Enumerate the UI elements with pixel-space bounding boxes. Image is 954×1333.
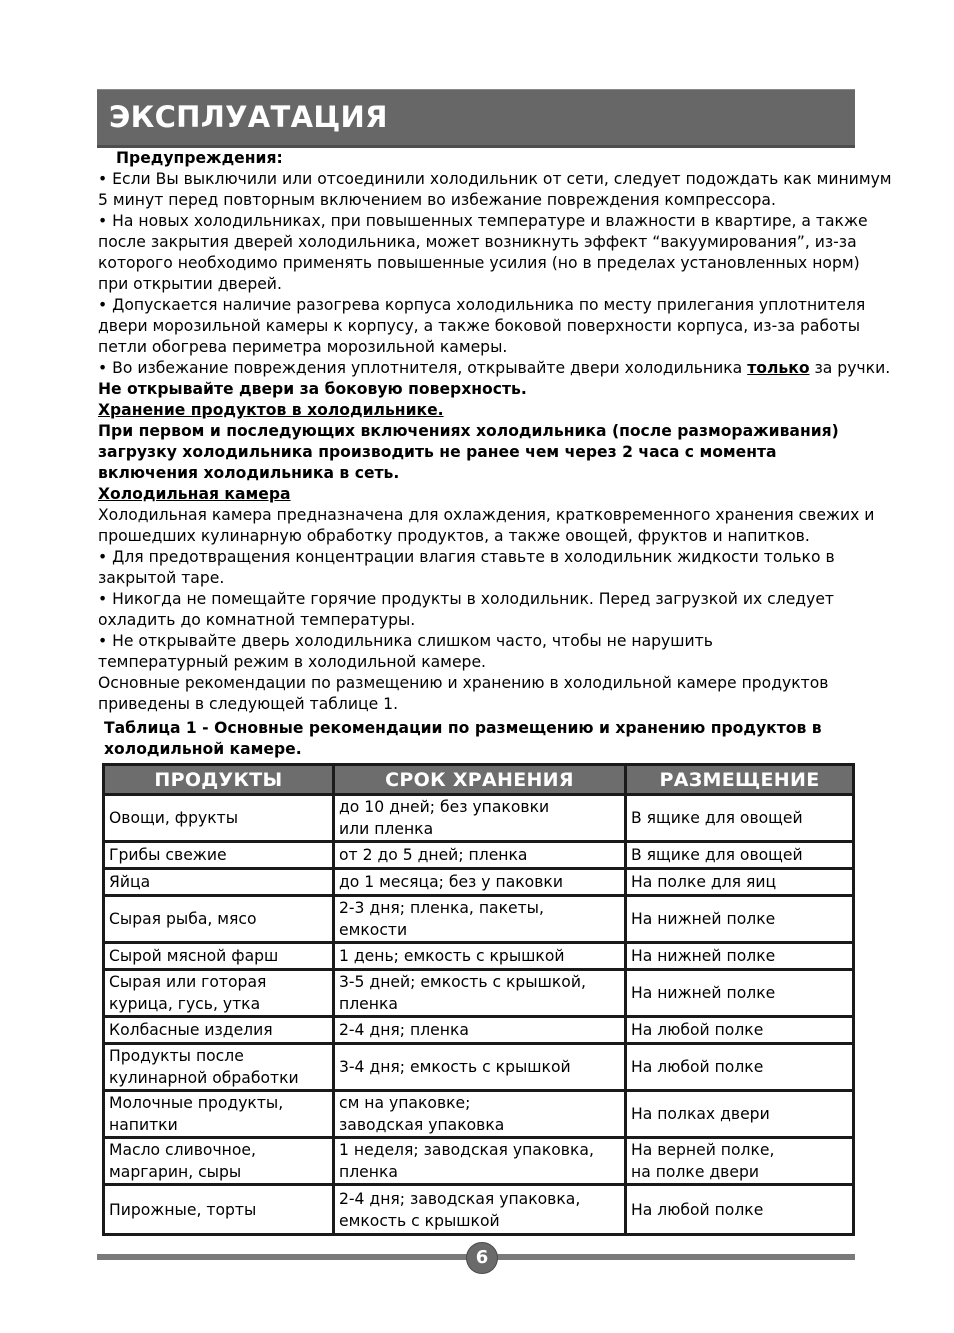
cell-product-line: кулинарной обработки <box>109 1069 299 1087</box>
cell-product <box>105 843 335 870</box>
cell-storage-term-line: емкость с крышкой <box>339 1211 500 1230</box>
warnings-heading: Предупреждения: <box>116 149 283 167</box>
cell-product <box>105 971 335 1018</box>
cell-product-line: Колбасные изделия <box>109 1021 273 1039</box>
cell-placement-line: на полке двери <box>631 1163 759 1181</box>
cell-placement <box>627 944 852 971</box>
cell-placement-line: В ящике для овощей <box>631 846 803 864</box>
cell-storage-term-line: см на упаковке; <box>339 1094 471 1112</box>
fridge-bullet-1-line-2: закрытой таре. <box>98 569 225 587</box>
table-caption <box>104 718 864 760</box>
warning-2-line-2: после закрытия дверей холодильника, может возникнуть эффект “вакуумирования”, из-за <box>98 233 857 251</box>
cell-placement <box>627 971 852 1018</box>
fridge-bullet-2-line-1: • Никогда не помещайте горячие продукты в холодильник. Перед загрузкой их следует <box>98 590 834 608</box>
fridge-heading: Холодильная камера <box>98 485 291 503</box>
cell-product-line: Овощи, фрукты <box>109 809 239 827</box>
warning-2-line-3: которого необходимо применять повышенные усилия (но в пределах установленных норм) <box>98 254 860 272</box>
cell-storage-term-line: 3-4 дня; емкость с крышкой <box>339 1058 571 1076</box>
fridge-intro-line-1: Холодильная камера предназначена для охлаждения, кратковременного хранения свежих и <box>98 506 875 524</box>
warning-3-line-2: двери морозильной камеры к корпусу, а также боковой поверхности корпуса, из-за работы <box>98 317 861 335</box>
warning-1-line-2: 5 минут перед повторным включением во избежание повреждения компрессора. <box>98 191 776 209</box>
cell-storage-term-line: до 10 дней; без упаковки <box>339 798 550 816</box>
table-row <box>105 944 852 971</box>
cell-storage-term <box>335 796 627 843</box>
table-row <box>105 870 852 897</box>
cell-product <box>105 944 335 971</box>
cell-storage-term-line: пленка <box>339 1163 398 1181</box>
cell-placement-line: На любой полке <box>631 1058 764 1076</box>
cell-product-line: маргарин, сыры <box>109 1163 242 1181</box>
table-row <box>105 971 852 1018</box>
cell-product-line: Масло сливочное, <box>109 1141 256 1159</box>
table-row <box>105 1045 852 1092</box>
document-body <box>98 148 892 715</box>
warning-4-text-before: • Во избежание повреждения уплотнителя, открывайте двери холодильника <box>98 359 748 377</box>
cell-product <box>105 870 335 897</box>
cell-placement-line: В ящике для овощей <box>631 809 803 827</box>
fridge-bullet-3-line-2: температурный режим в холодильной камере. <box>98 653 486 671</box>
cell-storage-term <box>335 897 627 944</box>
cell-storage-term-line: 2-3 дня; пленка, пакеты, <box>339 899 544 917</box>
cell-product-line: Грибы свежие <box>109 846 227 864</box>
cell-product <box>105 1018 335 1045</box>
cell-placement <box>627 1045 852 1092</box>
cell-storage-term-line: или пленка <box>339 820 434 838</box>
cell-storage-term-line: 3-5 дней; емкость с крышкой, <box>339 973 586 991</box>
cell-storage-term <box>335 1139 627 1186</box>
table-row <box>105 843 852 870</box>
column-header-products: ПРОДУКТЫ <box>105 766 335 796</box>
cell-placement <box>627 843 852 870</box>
table-row <box>105 1018 852 1045</box>
storage-notice-line-1: При первом и последующих включениях холодильника (после размораживания) <box>98 422 839 440</box>
cell-storage-term <box>335 1045 627 1092</box>
cell-storage-term <box>335 1092 627 1139</box>
cell-product <box>105 1045 335 1092</box>
warning-2-line-1: • На новых холодильниках, при повышенных температуре и влажности в квартире, а также <box>98 212 868 230</box>
cell-product-line: Продукты после <box>109 1047 244 1065</box>
cell-product-line: Сырая или готорая <box>109 973 267 991</box>
table-row <box>105 1092 852 1139</box>
cell-placement <box>627 1139 852 1186</box>
cell-placement <box>627 1018 852 1045</box>
cell-placement-line: На полках двери <box>631 1105 770 1123</box>
cell-storage-term <box>335 971 627 1018</box>
page-number-badge: 6 <box>466 1242 498 1274</box>
cell-product <box>105 1092 335 1139</box>
table-header-row <box>105 766 852 796</box>
cell-product <box>105 1186 335 1233</box>
cell-placement-line: На нижней полке <box>631 947 776 965</box>
storage-notice-line-2: загрузку холодильника производить не ранее чем через 2 часа с момента <box>98 443 777 461</box>
cell-product-line: Яйца <box>109 873 151 891</box>
table-row <box>105 897 852 944</box>
cell-placement <box>627 1092 852 1139</box>
cell-storage-term-line: до 1 месяца; без у паковки <box>339 873 563 891</box>
warning-4-emphasis: только <box>747 359 810 377</box>
cell-placement-line: На нижней полке <box>631 910 776 928</box>
cell-storage-term-line: 1 день; емкость с крышкой <box>339 947 565 965</box>
warning-2-line-4: при открытии дверей. <box>98 275 282 293</box>
cell-storage-term <box>335 843 627 870</box>
warning-4-bold-line: Не открывайте двери за боковую поверхность. <box>98 380 527 398</box>
cell-placement-line: На любой полке <box>631 1200 764 1219</box>
warning-3-line-3: петли обогрева периметра морозильной камеры. <box>98 338 508 356</box>
cell-product <box>105 897 335 944</box>
fridge-intro-line-2: прошедших кулинарную обработку продуктов, а также овощей, фруктов и напитков. <box>98 527 810 545</box>
fridge-closing-line-1: Основные рекомендации по размещению и хранению в холодильной камере продуктов <box>98 674 829 692</box>
cell-storage-term-line: пленка <box>339 995 398 1013</box>
cell-storage-term-line: 2-4 дня; заводская упаковка, <box>339 1189 581 1208</box>
cell-product <box>105 1139 335 1186</box>
warning-4-text-after: за ручки. <box>809 359 891 377</box>
section-title: ЭКСПЛУАТАЦИЯ <box>109 100 388 134</box>
fridge-bullet-1-line-1: • Для предотвращения концентрации влагия ставьте в холодильник жидкости только в <box>98 548 835 566</box>
warning-4-line-1 <box>98 358 891 379</box>
cell-product-line: напитки <box>109 1116 178 1134</box>
warning-1-line-1: • Если Вы выключили или отсоединили холодильник от сети, следует подождать как минимум <box>98 170 892 188</box>
cell-placement-line: На нижней полке <box>631 984 776 1002</box>
cell-storage-term <box>335 870 627 897</box>
cell-storage-term <box>335 944 627 971</box>
cell-storage-term-line: заводская упаковка <box>339 1116 505 1134</box>
cell-placement <box>627 897 852 944</box>
cell-product-line: Сырой мясной фарш <box>109 947 279 965</box>
warning-3-line-1: • Допускается наличие разогрева корпуса холодильника по месту прилегания уплотнителя <box>98 296 866 314</box>
cell-placement-line: На верней полке, <box>631 1141 775 1159</box>
cell-product <box>105 796 335 843</box>
storage-notice-line-3: включения холодильника в сеть. <box>98 464 400 482</box>
cell-storage-term-line: от 2 до 5 дней; пленка <box>339 846 528 864</box>
storage-table <box>102 763 855 1236</box>
table-row <box>105 1186 852 1233</box>
storage-heading: Хранение продуктов в холодильнике. <box>98 401 444 419</box>
cell-storage-term <box>335 1018 627 1045</box>
section-header-band <box>97 89 855 148</box>
cell-product-line: Пирожные, торты <box>109 1200 257 1219</box>
cell-product-line: Сырая рыба, мясо <box>109 910 257 928</box>
table-row <box>105 1139 852 1186</box>
cell-storage-term-line: 2-4 дня; пленка <box>339 1021 469 1039</box>
table-caption-line-2: холодильной камере. <box>104 740 302 758</box>
fridge-closing-line-2: приведены в следующей таблице 1. <box>98 695 399 713</box>
fridge-bullet-2-line-2: охладить до комнатной температуры. <box>98 611 416 629</box>
cell-placement <box>627 796 852 843</box>
cell-placement-line: На полке для яиц <box>631 873 777 891</box>
cell-placement-line: На любой полке <box>631 1021 764 1039</box>
cell-storage-term-line: 1 неделя; заводская упаковка, <box>339 1141 594 1159</box>
column-header-placement: РАЗМЕЩЕНИЕ <box>627 766 852 796</box>
cell-product-line: курица, гусь, утка <box>109 995 261 1013</box>
fridge-bullet-3-line-1: • Не открывайте дверь холодильника слишком часто, чтобы не нарушить <box>98 632 713 650</box>
cell-product-line: Молочные продукты, <box>109 1094 284 1112</box>
column-header-storage-term: СРОК ХРАНЕНИЯ <box>335 766 627 796</box>
table-row <box>105 796 852 843</box>
table-caption-line-1: Таблица 1 - Основные рекомендации по размещению и хранению продуктов в <box>104 719 822 737</box>
cell-storage-term <box>335 1186 627 1233</box>
cell-storage-term-line: емкости <box>339 921 408 939</box>
cell-placement <box>627 870 852 897</box>
cell-placement <box>627 1186 852 1233</box>
